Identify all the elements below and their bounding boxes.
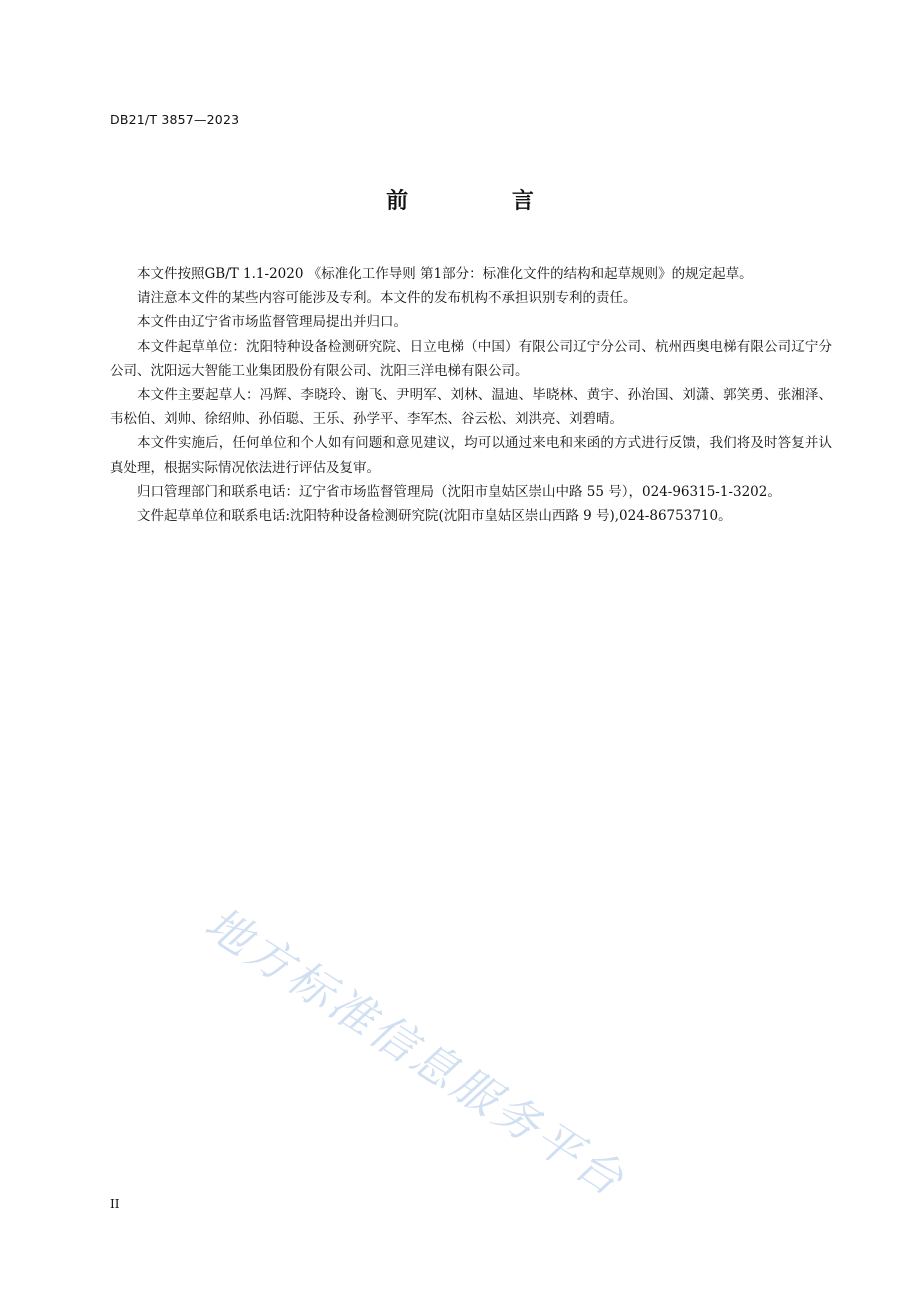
foreword-body bbox=[110, 262, 832, 528]
paragraph-drafters: 本文件主要起草人：冯辉、李晓玲、谢飞、尹明军、刘林、温迪、毕晓林、黄宇、孙治国、刘潇、郭笑勇、张湘泽、韦松伯、刘帅、徐绍帅、孙佰聪、王乐、孙学平、李军杰、谷云松、刘洪亮、刘碧晴。 bbox=[110, 387, 832, 428]
paragraph-drafting-units: 本文件起草单位：沈阳特种设备检测研究院、日立电梯（中国）有限公司辽宁分公司、杭州西奥电梯有限公司辽宁分公司、沈阳远大智能工业集团股份有限公司、沈阳三洋电梯有限公司。 bbox=[110, 338, 832, 379]
paragraph-patent-notice: 请注意本文件的某些内容可能涉及专利。本文件的发布机构不承担识别专利的责任。 bbox=[137, 290, 637, 307]
paragraph-authority-contact: 归口管理部门和联系电话：辽宁省市场监督管理局（沈阳市皇姑区崇山中路 55 号），024-96315-1-3202。 bbox=[137, 483, 781, 500]
paragraph-feedback: 本文件实施后，任何单位和个人如有问题和意见建议，均可以通过来电和来函的方式进行反馈，我们将及时答复并认真处理，根据实际情况依法进行评估及复审。 bbox=[110, 435, 832, 476]
paragraph-drafting-rules: 本文件按照GB/T 1.1-2020 《标准化工作导则 第1部分：标准化文件的结构和起草规则》的规定起草。 bbox=[137, 266, 753, 282]
paragraph-drafter-contact: 文件起草单位和联系电话:沈阳特种设备检测研究院(沈阳市皇姑区崇山西路 9 号),024-86753710。 bbox=[137, 508, 732, 525]
document-code: DB21/T 3857—2023 bbox=[110, 112, 240, 127]
page-title: 前 言 bbox=[386, 189, 582, 214]
watermark: 地方标准信息服务平台 bbox=[195, 896, 636, 1208]
paragraph-proposer: 本文件由辽宁省市场监督管理局提出并归口。 bbox=[137, 314, 407, 331]
page-number: II bbox=[110, 1197, 120, 1211]
